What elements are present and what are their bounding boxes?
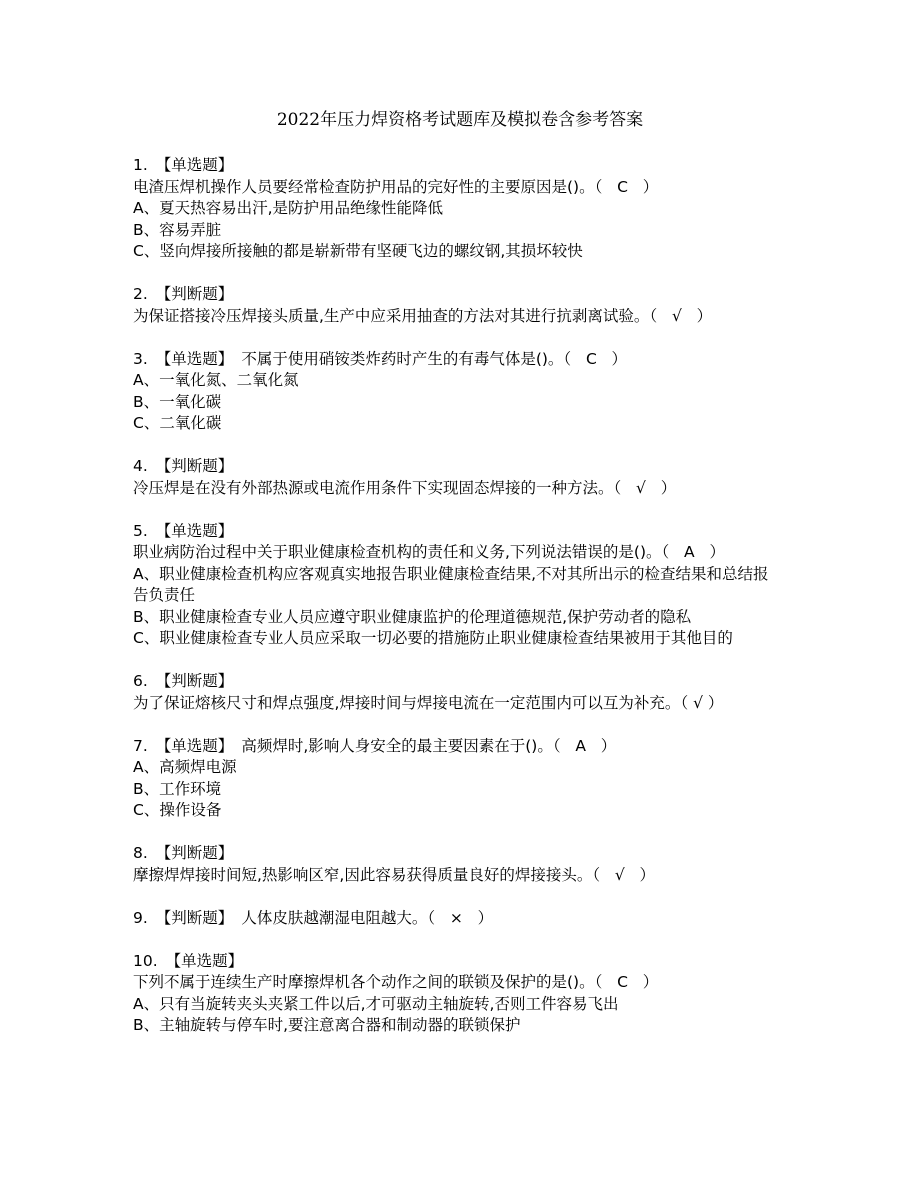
question-1 xyxy=(133,155,783,263)
option-c: C、二氧化碳 xyxy=(133,414,222,432)
option-a: A、只有当旋转夹头夹紧工件以后,才可驱动主轴旋转,否则工件容易飞出 xyxy=(133,994,619,1013)
question-header xyxy=(133,284,783,306)
question-number: 10. xyxy=(133,951,158,970)
question-10 xyxy=(133,951,783,1037)
question-type: 【单选题】 xyxy=(165,951,244,970)
question-number: 3. xyxy=(133,349,148,368)
question-stem: 摩擦焊焊接时间短,热影响区窄,因此容易获得质量良好的焊接接头。 xyxy=(133,865,593,884)
option-c: C、操作设备 xyxy=(133,801,222,819)
question-type: 【判断题】 xyxy=(155,844,234,862)
question-type: 【判断题】 xyxy=(155,457,234,475)
answer-key: （ √ ） xyxy=(649,306,713,325)
question-stem: 下列不属于连续生产时摩擦焊机各个动作之间的联锁及保护的是()。 xyxy=(133,973,595,991)
option-c: C、职业健康检查专业人员应采取一切必要的措施防止职业健康检查结果被用于其他目的 xyxy=(133,629,733,647)
question-type: 【判断题】 xyxy=(155,285,234,303)
question-type: 【单选题】 xyxy=(155,736,234,755)
question-header xyxy=(133,908,783,930)
option-b: B、一氧化碳 xyxy=(133,392,222,411)
answer-key: （ √ ） xyxy=(592,865,656,884)
question-7 xyxy=(133,736,783,822)
answer-key: （ A ） xyxy=(552,736,617,755)
question-stem-line xyxy=(133,972,783,994)
question-stem-line xyxy=(133,177,783,199)
question-4 xyxy=(133,456,783,499)
question-header xyxy=(133,736,783,758)
question-header xyxy=(133,951,783,973)
option-a: A、夏天热容易出汗,是防护用品绝缘性能降低 xyxy=(133,199,444,217)
question-stem: 职业病防治过程中关于职业健康检查机构的责任和义务,下列说法错误的是()。 xyxy=(133,543,662,561)
answer-key: （ √ ） xyxy=(680,693,724,712)
question-type: 【判断题】 xyxy=(155,908,234,927)
question-3 xyxy=(133,349,783,435)
question-header xyxy=(133,671,783,693)
question-number: 7. xyxy=(133,736,148,755)
option-b: B、主轴旋转与停车时,要注意离合器和制动器的联锁保护 xyxy=(133,1016,521,1034)
question-header xyxy=(133,155,783,177)
question-type: 【单选题】 xyxy=(155,349,234,368)
question-stem-line xyxy=(133,542,783,564)
question-stem-line xyxy=(133,478,783,500)
question-number: 2. xyxy=(133,285,148,303)
question-stem-line xyxy=(133,865,783,887)
option-c: C、竖向焊接所接触的都是崭新带有坚硬飞边的螺纹钢,其损坏较快 xyxy=(133,242,583,260)
question-stem-line xyxy=(133,693,783,715)
question-stem: 冷压焊是在没有外部热源或电流作用条件下实现固态焊接的一种方法。 xyxy=(133,478,614,497)
answer-key: （ √ ） xyxy=(613,478,677,497)
question-number: 1. xyxy=(133,156,148,174)
option-b: B、职业健康检查专业人员应遵守职业健康监护的伦理道德规范,保护劳动者的隐私 xyxy=(133,607,692,626)
option-b: B、工作环境 xyxy=(133,779,222,798)
question-stem: 人体皮肤越潮湿电阻越大。 xyxy=(241,908,428,927)
option-a: A、一氧化氮、二氧化氮 xyxy=(133,371,299,389)
question-type: 【单选题】 xyxy=(155,156,234,174)
question-header xyxy=(133,456,783,478)
question-stem: 电渣压焊机操作人员要经常检查防护用品的完好性的主要原因是()。 xyxy=(133,177,595,196)
question-number: 8. xyxy=(133,844,148,862)
answer-key: （ C ） xyxy=(594,973,659,991)
question-stem-line xyxy=(133,306,783,328)
question-stem: 高频焊时,影响人身安全的最主要因素在于()。 xyxy=(241,736,553,755)
question-stem: 不属于使用硝铵类炸药时产生的有毒气体是()。 xyxy=(241,349,564,368)
question-8 xyxy=(133,843,783,886)
option-a: A、职业健康检查机构应客观真实地报告职业健康检查结果,不对其所出示的检查结果和总结报告负责任 xyxy=(133,564,769,604)
question-5 xyxy=(133,521,783,650)
answer-key: （ × ） xyxy=(427,908,494,927)
document-title: 2022年压力焊资格考试题库及模拟卷含参考答案 xyxy=(276,110,644,130)
question-header xyxy=(133,521,783,543)
question-header xyxy=(133,843,783,865)
answer-key: （ C ） xyxy=(594,177,659,196)
question-number: 4. xyxy=(133,457,148,475)
question-type: 【判断题】 xyxy=(155,672,234,690)
option-a: A、高频焊电源 xyxy=(133,758,237,776)
question-list xyxy=(133,155,783,1058)
question-6 xyxy=(133,671,783,714)
question-number: 9. xyxy=(133,908,148,927)
question-header xyxy=(133,349,783,371)
option-b: B、容易弄脏 xyxy=(133,220,222,239)
question-stem: 为了保证熔核尺寸和焊点强度,焊接时间与焊接电流在一定范围内可以互为补充。 xyxy=(133,693,681,712)
question-2 xyxy=(133,284,783,327)
question-type: 【单选题】 xyxy=(155,521,234,540)
answer-key: （ A ） xyxy=(661,543,725,561)
question-stem: 为保证搭接冷压焊接头质量,生产中应采用抽查的方法对其进行抗剥离试验。 xyxy=(133,306,650,325)
question-9 xyxy=(133,908,783,930)
question-number: 5. xyxy=(133,521,148,540)
answer-key: （ C ） xyxy=(563,349,628,368)
question-number: 6. xyxy=(133,672,148,690)
